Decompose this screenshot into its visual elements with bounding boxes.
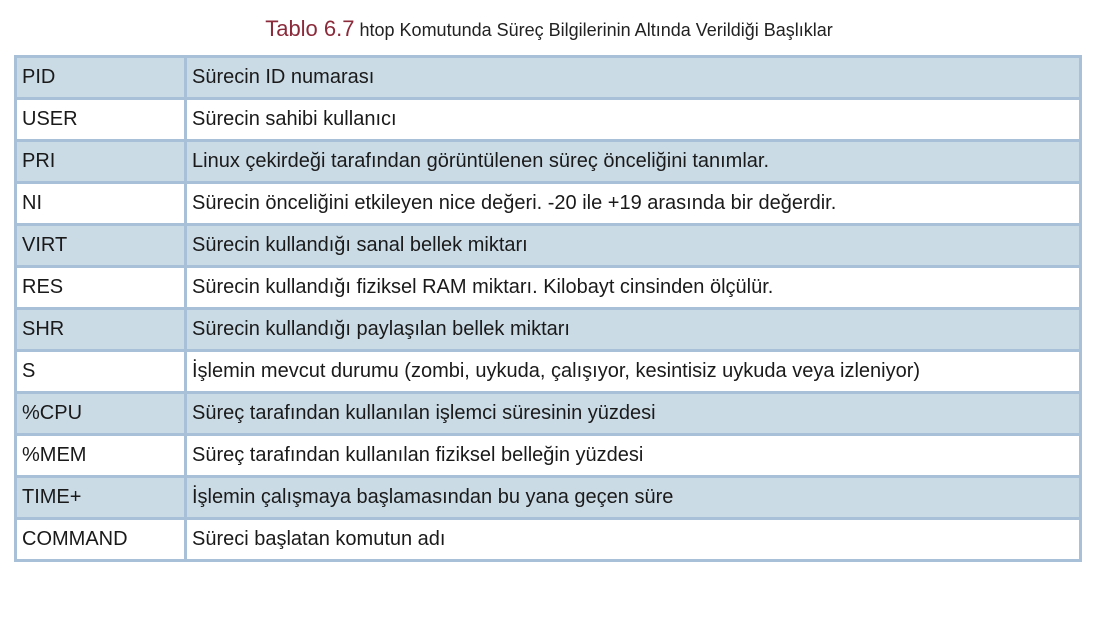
- header-key: PRI: [16, 141, 186, 183]
- header-key: RES: [16, 267, 186, 309]
- header-key: PID: [16, 57, 186, 99]
- table-row: [16, 57, 1081, 99]
- header-description: Sürecin önceliğini etkileyen nice değeri. -20 ile +19 arasında bir değerdir.: [186, 183, 1081, 225]
- table-number: Tablo 6.7: [265, 16, 355, 41]
- header-description: Süreci başlatan komutun adı: [186, 519, 1081, 561]
- header-description: İşlemin mevcut durumu (zombi, uykuda, çalışıyor, kesintisiz uykuda veya izleniyor): [186, 351, 1081, 393]
- header-description: Linux çekirdeği tarafından görüntülenen süreç önceliğini tanımlar.: [186, 141, 1081, 183]
- table-row: [16, 351, 1081, 393]
- table-row: [16, 309, 1081, 351]
- htop-headers-table: [14, 55, 1082, 562]
- header-description: Sürecin kullandığı sanal bellek miktarı: [186, 225, 1081, 267]
- table-row: [16, 393, 1081, 435]
- header-description: Sürecin kullandığı paylaşılan bellek miktarı: [186, 309, 1081, 351]
- header-description: Sürecin kullandığı fiziksel RAM miktarı. Kilobayt cinsinden ölçülür.: [186, 267, 1081, 309]
- header-key: USER: [16, 99, 186, 141]
- header-key: S: [16, 351, 186, 393]
- header-description: Süreç tarafından kullanılan işlemci süresinin yüzdesi: [186, 393, 1081, 435]
- table-row: [16, 435, 1081, 477]
- header-description: Sürecin ID numarası: [186, 57, 1081, 99]
- table-row: [16, 183, 1081, 225]
- table-row: [16, 477, 1081, 519]
- table-row: [16, 267, 1081, 309]
- header-description: İşlemin çalışmaya başlamasından bu yana geçen süre: [186, 477, 1081, 519]
- table-row: [16, 141, 1081, 183]
- header-key: VIRT: [16, 225, 186, 267]
- table-row: [16, 99, 1081, 141]
- header-key: SHR: [16, 309, 186, 351]
- header-key: %CPU: [16, 393, 186, 435]
- header-description: Sürecin sahibi kullanıcı: [186, 99, 1081, 141]
- table-row: [16, 519, 1081, 561]
- header-key: COMMAND: [16, 519, 186, 561]
- table-title: htop Komutunda Süreç Bilgilerinin Altında Verildiği Başlıklar: [359, 20, 833, 40]
- header-description: Süreç tarafından kullanılan fiziksel belleğin yüzdesi: [186, 435, 1081, 477]
- table-caption: [0, 16, 1098, 42]
- table-row: [16, 225, 1081, 267]
- header-key: TIME+: [16, 477, 186, 519]
- header-key: %MEM: [16, 435, 186, 477]
- header-key: NI: [16, 183, 186, 225]
